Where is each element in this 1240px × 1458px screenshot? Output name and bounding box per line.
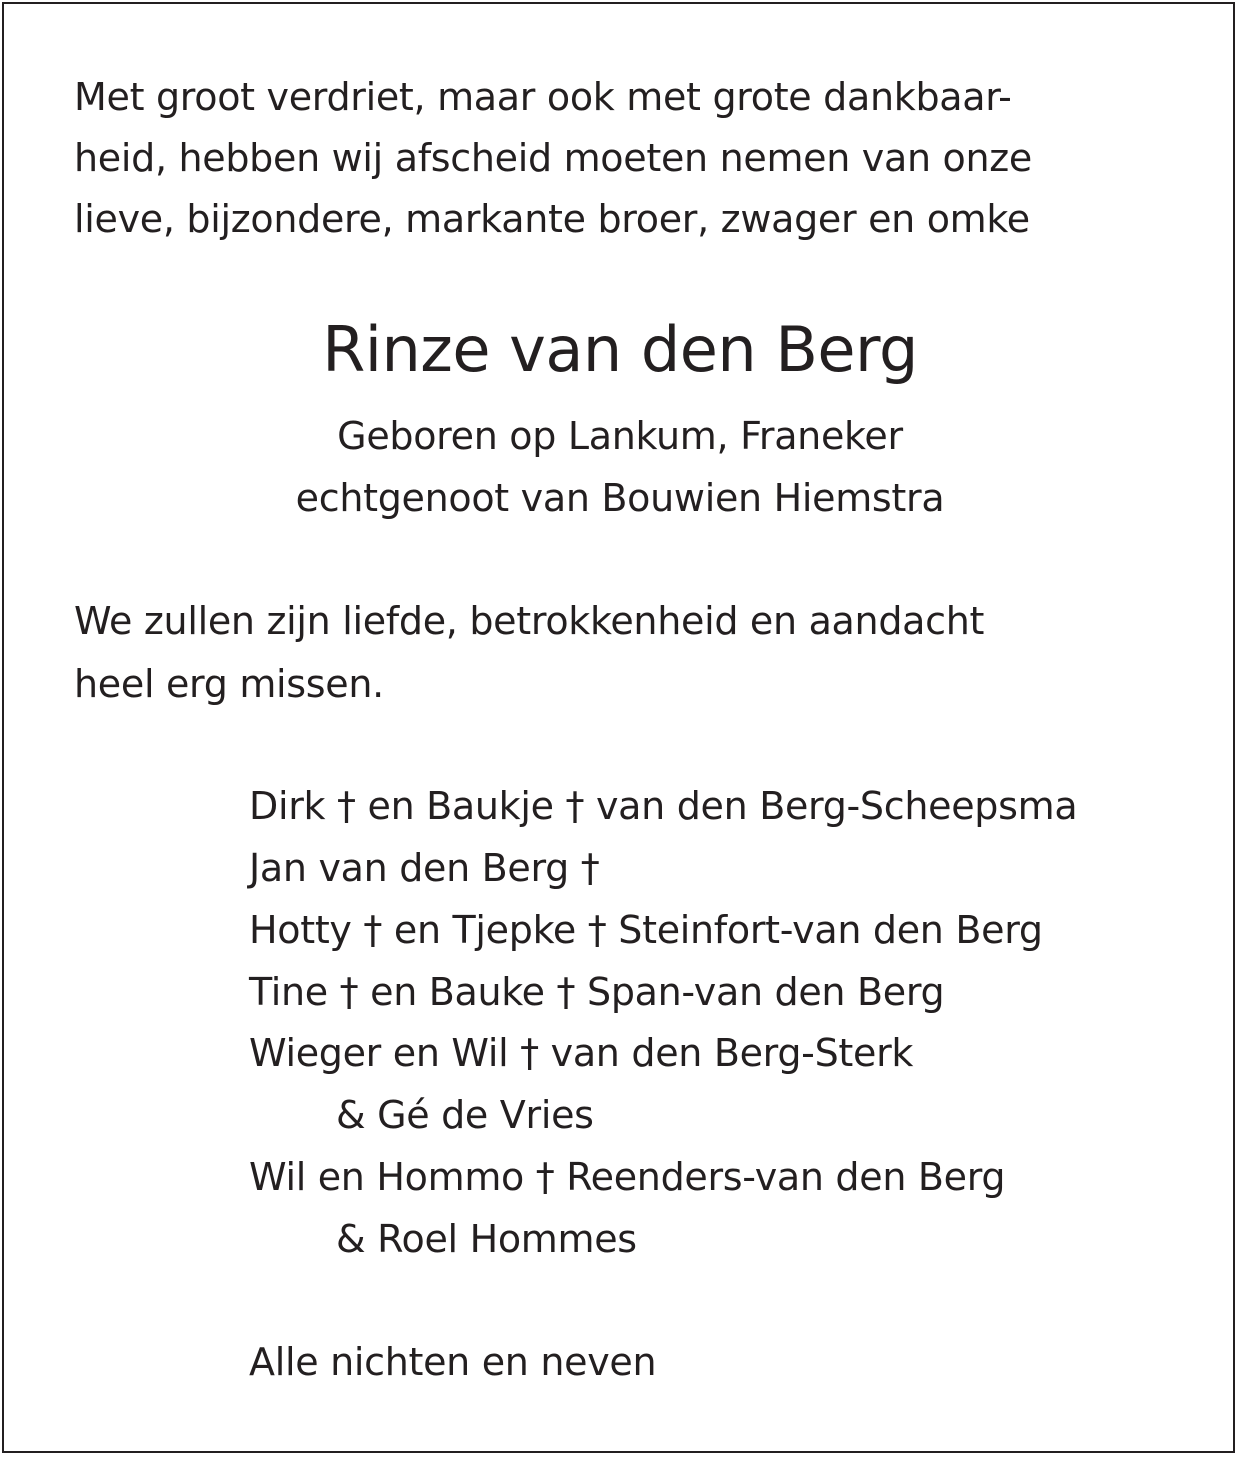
family-line: Tine † en Bauke † Span-van den Berg <box>249 970 945 1014</box>
family-line: Jan van den Berg † <box>249 846 600 890</box>
intro-line-2: heid, hebben wij afscheid moeten nemen van onze <box>74 136 1032 180</box>
spouse-line: echtgenoot van Bouwien Hiemstra <box>295 476 945 520</box>
deceased-name: Rinze van den Berg <box>322 313 918 386</box>
family-line: & Roel Hommes <box>336 1217 637 1261</box>
intro-line-3: lieve, bijzondere, markante broer, zwager en omke <box>74 197 1030 241</box>
family-line: & Gé de Vries <box>336 1093 594 1137</box>
birth-place: Geboren op Lankum, Franeker <box>337 414 903 458</box>
family-line: Wil en Hommo † Reenders-van den Berg <box>249 1155 1006 1199</box>
family-line: Hotty † en Tjepke † Steinfort-van den Berg <box>249 908 1043 952</box>
closing-line: Alle nichten en neven <box>249 1340 657 1384</box>
message-line-1: We zullen zijn liefde, betrokkenheid en aandacht <box>74 599 985 643</box>
message-line-2: heel erg missen. <box>74 662 384 706</box>
intro-line-1: Met groot verdriet, maar ook met grote dankbaar- <box>74 75 1012 119</box>
family-line: Dirk † en Baukje † van den Berg-Scheepsma <box>249 784 1078 828</box>
family-line: Wieger en Wil † van den Berg-Sterk <box>249 1031 914 1075</box>
